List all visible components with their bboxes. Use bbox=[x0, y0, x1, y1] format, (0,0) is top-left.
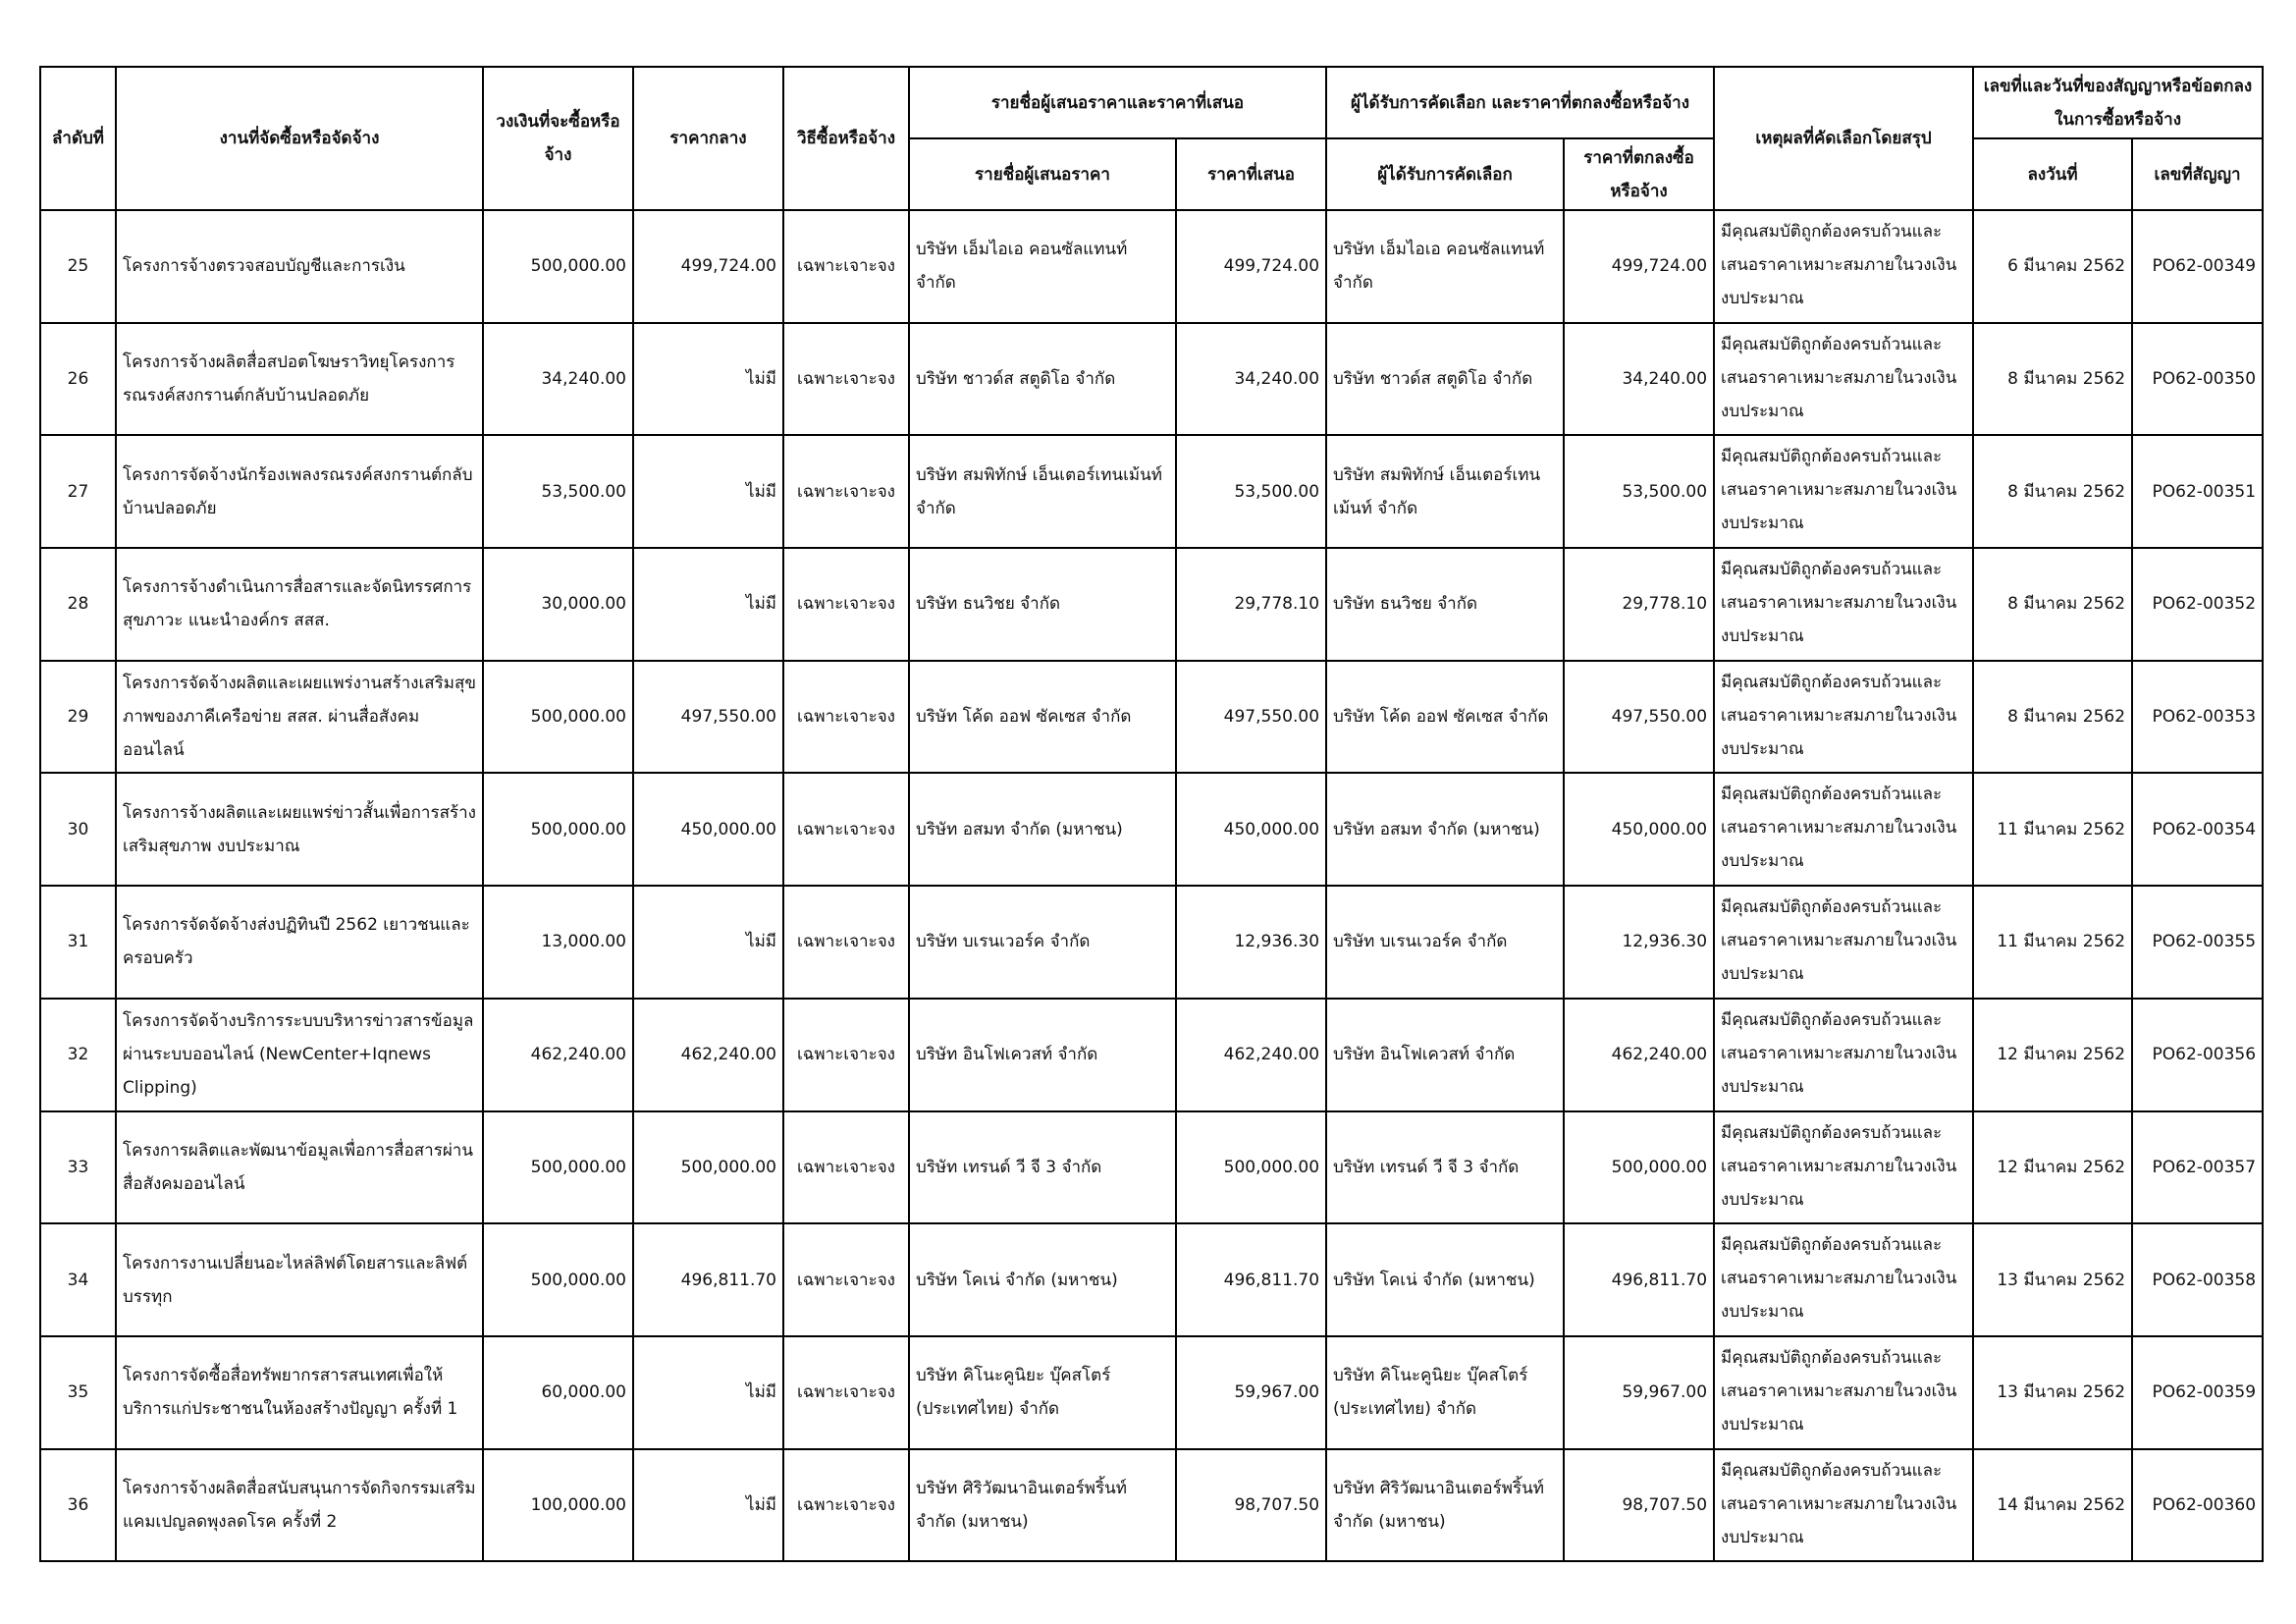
cell-budget: 34,240.00 bbox=[483, 323, 633, 436]
cell-selected-name: บริษัท ชาวด์ส สตูดิโอ จำกัด bbox=[1326, 323, 1564, 436]
cell-date: 12 มีนาคม 2562 bbox=[1973, 999, 2132, 1111]
cell-method: เฉพาะเจาะจง bbox=[783, 210, 909, 323]
cell-method: เฉพาะเจาะจง bbox=[783, 435, 909, 548]
cell-work: โครงการผลิตและพัฒนาข้อมูลเพื่อการสื่อสารผ่านสื่อสังคมออนไลน์ bbox=[116, 1111, 483, 1224]
cell-selected-name: บริษัท โค้ด ออฟ ซัคเซส จำกัด bbox=[1326, 661, 1564, 774]
header-reason: เหตุผลที่คัดเลือกโดยสรุป bbox=[1714, 67, 1973, 210]
cell-bid-price: 497,550.00 bbox=[1176, 661, 1326, 774]
cell-seq: 36 bbox=[40, 1449, 116, 1562]
cell-agreed-price: 499,724.00 bbox=[1564, 210, 1714, 323]
cell-seq: 33 bbox=[40, 1111, 116, 1224]
cell-work: โครงการจ้างดำเนินการสื่อสารและจัดนิทรรศการสุขภาวะ แนะนำองค์กร สสส. bbox=[116, 548, 483, 661]
cell-work: โครงการจ้างผลิตสื่อสปอตโฆษราวิทยุโครงการรณรงค์สงกรานต์กลับบ้านปลอดภัย bbox=[116, 323, 483, 436]
cell-method: เฉพาะเจาะจง bbox=[783, 661, 909, 774]
cell-seq: 26 bbox=[40, 323, 116, 436]
cell-method: เฉพาะเจาะจง bbox=[783, 323, 909, 436]
cell-reason: มีคุณสมบัติถูกต้องครบถ้วนและเสนอราคาเหมาะสมภายในวงเงินงบประมาณ bbox=[1714, 548, 1973, 661]
cell-bid-price: 53,500.00 bbox=[1176, 435, 1326, 548]
cell-method: เฉพาะเจาะจง bbox=[783, 1336, 909, 1449]
header-bidders-group: รายชื่อผู้เสนอราคาและราคาที่เสนอ bbox=[909, 67, 1326, 138]
cell-agreed-price: 462,240.00 bbox=[1564, 999, 1714, 1111]
cell-contract-no: PO62-00360 bbox=[2132, 1449, 2263, 1562]
cell-bidder-name: บริษัท เอ็มไอเอ คอนซัลแทนท์ จำกัด bbox=[909, 210, 1176, 323]
cell-bid-price: 59,967.00 bbox=[1176, 1336, 1326, 1449]
procurement-table bbox=[39, 66, 2264, 1562]
cell-bid-price: 496,811.70 bbox=[1176, 1223, 1326, 1336]
cell-seq: 35 bbox=[40, 1336, 116, 1449]
table-row bbox=[40, 773, 2263, 886]
cell-selected-name: บริษัท ธนวิชย จำกัด bbox=[1326, 548, 1564, 661]
cell-agreed-price: 497,550.00 bbox=[1564, 661, 1714, 774]
cell-contract-no: PO62-00358 bbox=[2132, 1223, 2263, 1336]
cell-median-price: 497,550.00 bbox=[633, 661, 783, 774]
cell-median-price: 500,000.00 bbox=[633, 1111, 783, 1224]
cell-agreed-price: 98,707.50 bbox=[1564, 1449, 1714, 1562]
cell-median-price: ไม่มี bbox=[633, 548, 783, 661]
table-row bbox=[40, 661, 2263, 774]
cell-median-price: ไม่มี bbox=[633, 1336, 783, 1449]
cell-contract-no: PO62-00351 bbox=[2132, 435, 2263, 548]
cell-budget: 100,000.00 bbox=[483, 1449, 633, 1562]
cell-bidder-name: บริษัท อสมท จำกัด (มหาชน) bbox=[909, 773, 1176, 886]
header-median-price: ราคากลาง bbox=[633, 67, 783, 210]
cell-reason: มีคุณสมบัติถูกต้องครบถ้วนและเสนอราคาเหมาะสมภายในวงเงินงบประมาณ bbox=[1714, 210, 1973, 323]
table-row bbox=[40, 435, 2263, 548]
cell-reason: มีคุณสมบัติถูกต้องครบถ้วนและเสนอราคาเหมาะสมภายในวงเงินงบประมาณ bbox=[1714, 999, 1973, 1111]
cell-bid-price: 34,240.00 bbox=[1176, 323, 1326, 436]
cell-date: 11 มีนาคม 2562 bbox=[1973, 886, 2132, 999]
cell-method: เฉพาะเจาะจง bbox=[783, 773, 909, 886]
table-row bbox=[40, 1223, 2263, 1336]
cell-agreed-price: 59,967.00 bbox=[1564, 1336, 1714, 1449]
cell-work: โครงการจ้างผลิตและเผยแพร่ข่าวสั้นเพื่อการสร้างเสริมสุขภาพ งบประมาณ bbox=[116, 773, 483, 886]
cell-reason: มีคุณสมบัติถูกต้องครบถ้วนและเสนอราคาเหมาะสมภายในวงเงินงบประมาณ bbox=[1714, 1223, 1973, 1336]
cell-date: 13 มีนาคม 2562 bbox=[1973, 1223, 2132, 1336]
cell-contract-no: PO62-00357 bbox=[2132, 1111, 2263, 1224]
cell-date: 8 มีนาคม 2562 bbox=[1973, 661, 2132, 774]
cell-selected-name: บริษัท คิโนะคูนิยะ บุ๊คสโตร์ (ประเทศไทย) จำกัด bbox=[1326, 1336, 1564, 1449]
cell-selected-name: บริษัท อินโฟเควสท์ จำกัด bbox=[1326, 999, 1564, 1111]
cell-contract-no: PO62-00353 bbox=[2132, 661, 2263, 774]
cell-work: โครงการจ้างผลิตสื่อสนับสนุนการจัดกิจกรรมเสริมแคมเปญลดพุงลดโรค ครั้งที่ 2 bbox=[116, 1449, 483, 1562]
cell-budget: 13,000.00 bbox=[483, 886, 633, 999]
cell-contract-no: PO62-00350 bbox=[2132, 323, 2263, 436]
cell-seq: 25 bbox=[40, 210, 116, 323]
cell-selected-name: บริษัท สมพิทักษ์ เอ็นเตอร์เทนเม้นท์ จำกัด bbox=[1326, 435, 1564, 548]
cell-work: โครงการจัดซื้อสื่อทรัพยากรสารสนเทศเพื่อให้บริการแก่ประชาชนในห้องสร้างปัญญา ครั้งที่ 1 bbox=[116, 1336, 483, 1449]
cell-median-price: ไม่มี bbox=[633, 435, 783, 548]
cell-contract-no: PO62-00352 bbox=[2132, 548, 2263, 661]
cell-budget: 500,000.00 bbox=[483, 773, 633, 886]
header-contract-group: เลขที่และวันที่ของสัญญาหรือข้อตกลงในการซื้อหรือจ้าง bbox=[1973, 67, 2263, 138]
cell-contract-no: PO62-00359 bbox=[2132, 1336, 2263, 1449]
cell-date: 8 มีนาคม 2562 bbox=[1973, 323, 2132, 436]
cell-agreed-price: 500,000.00 bbox=[1564, 1111, 1714, 1224]
cell-seq: 28 bbox=[40, 548, 116, 661]
cell-seq: 34 bbox=[40, 1223, 116, 1336]
cell-date: 11 มีนาคม 2562 bbox=[1973, 773, 2132, 886]
cell-date: 8 มีนาคม 2562 bbox=[1973, 435, 2132, 548]
header-selected-name: ผู้ได้รับการคัดเลือก bbox=[1326, 138, 1564, 210]
cell-bidder-name: บริษัท อินโฟเควสท์ จำกัด bbox=[909, 999, 1176, 1111]
cell-budget: 500,000.00 bbox=[483, 210, 633, 323]
table-row bbox=[40, 1449, 2263, 1562]
cell-bid-price: 29,778.10 bbox=[1176, 548, 1326, 661]
cell-agreed-price: 496,811.70 bbox=[1564, 1223, 1714, 1336]
header-selected-group: ผู้ได้รับการคัดเลือก และราคาที่ตกลงซื้อหรือจ้าง bbox=[1326, 67, 1714, 138]
cell-bid-price: 450,000.00 bbox=[1176, 773, 1326, 886]
header-method: วิธีซื้อหรือจ้าง bbox=[783, 67, 909, 210]
cell-work: โครงการจัดจ้างบริการระบบบริหารข่าวสารข้อมูลผ่านระบบออนไลน์ (NewCenter+Iqnews Clipping) bbox=[116, 999, 483, 1111]
header-agreed-price: ราคาที่ตกลงซื้อหรือจ้าง bbox=[1564, 138, 1714, 210]
cell-contract-no: PO62-00349 bbox=[2132, 210, 2263, 323]
cell-bidder-name: บริษัท เทรนด์ วี จี 3 จำกัด bbox=[909, 1111, 1176, 1224]
header-work: งานที่จัดซื้อหรือจัดจ้าง bbox=[116, 67, 483, 210]
cell-median-price: ไม่มี bbox=[633, 323, 783, 436]
cell-method: เฉพาะเจาะจง bbox=[783, 886, 909, 999]
cell-reason: มีคุณสมบัติถูกต้องครบถ้วนและเสนอราคาเหมาะสมภายในวงเงินงบประมาณ bbox=[1714, 1449, 1973, 1562]
table-row bbox=[40, 323, 2263, 436]
header-contract-no: เลขที่สัญญา bbox=[2132, 138, 2263, 210]
table-row bbox=[40, 886, 2263, 999]
cell-reason: มีคุณสมบัติถูกต้องครบถ้วนและเสนอราคาเหมาะสมภายในวงเงินงบประมาณ bbox=[1714, 1336, 1973, 1449]
cell-seq: 29 bbox=[40, 661, 116, 774]
cell-bidder-name: บริษัท บเรนเวอร์ค จำกัด bbox=[909, 886, 1176, 999]
cell-method: เฉพาะเจาะจง bbox=[783, 1223, 909, 1336]
cell-date: 12 มีนาคม 2562 bbox=[1973, 1111, 2132, 1224]
cell-bid-price: 12,936.30 bbox=[1176, 886, 1326, 999]
table-row bbox=[40, 210, 2263, 323]
header-date: ลงวันที่ bbox=[1973, 138, 2132, 210]
cell-budget: 60,000.00 bbox=[483, 1336, 633, 1449]
cell-reason: มีคุณสมบัติถูกต้องครบถ้วนและเสนอราคาเหมาะสมภายในวงเงินงบประมาณ bbox=[1714, 886, 1973, 999]
cell-agreed-price: 450,000.00 bbox=[1564, 773, 1714, 886]
cell-seq: 32 bbox=[40, 999, 116, 1111]
table-row bbox=[40, 548, 2263, 661]
cell-selected-name: บริษัท เอ็มไอเอ คอนซัลแทนท์ จำกัด bbox=[1326, 210, 1564, 323]
cell-method: เฉพาะเจาะจง bbox=[783, 548, 909, 661]
cell-median-price: 496,811.70 bbox=[633, 1223, 783, 1336]
header-budget: วงเงินที่จะซื้อหรือจ้าง bbox=[483, 67, 633, 210]
cell-bidder-name: บริษัท ชาวด์ส สตูดิโอ จำกัด bbox=[909, 323, 1176, 436]
cell-work: โครงการจัดจัดจ้างส่งปฏิทินปี 2562 เยาวชนและครอบครัว bbox=[116, 886, 483, 999]
cell-bidder-name: บริษัท สมพิทักษ์ เอ็นเตอร์เทนเม้นท์ จำกัด bbox=[909, 435, 1176, 548]
cell-date: 14 มีนาคม 2562 bbox=[1973, 1449, 2132, 1562]
cell-median-price: ไม่มี bbox=[633, 886, 783, 999]
cell-bid-price: 462,240.00 bbox=[1176, 999, 1326, 1111]
cell-method: เฉพาะเจาะจง bbox=[783, 1111, 909, 1224]
cell-date: 6 มีนาคม 2562 bbox=[1973, 210, 2132, 323]
cell-selected-name: บริษัท บเรนเวอร์ค จำกัด bbox=[1326, 886, 1564, 999]
header-seq: ลำดับที่ bbox=[40, 67, 116, 210]
table-row bbox=[40, 1111, 2263, 1224]
cell-reason: มีคุณสมบัติถูกต้องครบถ้วนและเสนอราคาเหมาะสมภายในวงเงินงบประมาณ bbox=[1714, 773, 1973, 886]
cell-agreed-price: 29,778.10 bbox=[1564, 548, 1714, 661]
cell-selected-name: บริษัท โคเน่ จำกัด (มหาชน) bbox=[1326, 1223, 1564, 1336]
cell-reason: มีคุณสมบัติถูกต้องครบถ้วนและเสนอราคาเหมาะสมภายในวงเงินงบประมาณ bbox=[1714, 435, 1973, 548]
cell-work: โครงการจัดจ้างผลิตและเผยแพร่งานสร้างเสริมสุขภาพของภาคีเครือข่าย สสส. ผ่านสื่อสังคมออนไลน์ bbox=[116, 661, 483, 774]
header-bidder-name: รายชื่อผู้เสนอราคา bbox=[909, 138, 1176, 210]
cell-budget: 53,500.00 bbox=[483, 435, 633, 548]
table-row bbox=[40, 999, 2263, 1111]
cell-bidder-name: บริษัท ธนวิชย จำกัด bbox=[909, 548, 1176, 661]
table-row bbox=[40, 1336, 2263, 1449]
cell-bidder-name: บริษัท โค้ด ออฟ ซัคเซส จำกัด bbox=[909, 661, 1176, 774]
cell-seq: 27 bbox=[40, 435, 116, 548]
cell-contract-no: PO62-00356 bbox=[2132, 999, 2263, 1111]
cell-median-price: 499,724.00 bbox=[633, 210, 783, 323]
cell-method: เฉพาะเจาะจง bbox=[783, 1449, 909, 1562]
cell-agreed-price: 53,500.00 bbox=[1564, 435, 1714, 548]
cell-date: 8 มีนาคม 2562 bbox=[1973, 548, 2132, 661]
cell-reason: มีคุณสมบัติถูกต้องครบถ้วนและเสนอราคาเหมาะสมภายในวงเงินงบประมาณ bbox=[1714, 1111, 1973, 1224]
header-bid-price: ราคาที่เสนอ bbox=[1176, 138, 1326, 210]
cell-seq: 31 bbox=[40, 886, 116, 999]
cell-median-price: ไม่มี bbox=[633, 1449, 783, 1562]
cell-reason: มีคุณสมบัติถูกต้องครบถ้วนและเสนอราคาเหมาะสมภายในวงเงินงบประมาณ bbox=[1714, 323, 1973, 436]
table-body bbox=[40, 210, 2263, 1561]
cell-selected-name: บริษัท ศิริวัฒนาอินเตอร์พริ้นท์ จำกัด (มหาชน) bbox=[1326, 1449, 1564, 1562]
cell-method: เฉพาะเจาะจง bbox=[783, 999, 909, 1111]
cell-bidder-name: บริษัท คิโนะคูนิยะ บุ๊คสโตร์ (ประเทศไทย) จำกัด bbox=[909, 1336, 1176, 1449]
cell-budget: 500,000.00 bbox=[483, 1111, 633, 1224]
cell-contract-no: PO62-00355 bbox=[2132, 886, 2263, 999]
cell-bidder-name: บริษัท ศิริวัฒนาอินเตอร์พริ้นท์ จำกัด (มหาชน) bbox=[909, 1449, 1176, 1562]
cell-median-price: 462,240.00 bbox=[633, 999, 783, 1111]
cell-seq: 30 bbox=[40, 773, 116, 886]
cell-date: 13 มีนาคม 2562 bbox=[1973, 1336, 2132, 1449]
cell-work: โครงการจัดจ้างนักร้องเพลงรณรงค์สงกรานต์กลับบ้านปลอดภัย bbox=[116, 435, 483, 548]
cell-work: โครงการจ้างตรวจสอบบัญชีและการเงิน bbox=[116, 210, 483, 323]
cell-contract-no: PO62-00354 bbox=[2132, 773, 2263, 886]
cell-reason: มีคุณสมบัติถูกต้องครบถ้วนและเสนอราคาเหมาะสมภายในวงเงินงบประมาณ bbox=[1714, 661, 1973, 774]
cell-work: โครงการงานเปลี่ยนอะไหล่ลิฟต์โดยสารและลิฟต์บรรทุก bbox=[116, 1223, 483, 1336]
cell-bidder-name: บริษัท โคเน่ จำกัด (มหาชน) bbox=[909, 1223, 1176, 1336]
cell-agreed-price: 34,240.00 bbox=[1564, 323, 1714, 436]
cell-median-price: 450,000.00 bbox=[633, 773, 783, 886]
cell-budget: 500,000.00 bbox=[483, 1223, 633, 1336]
cell-budget: 462,240.00 bbox=[483, 999, 633, 1111]
cell-selected-name: บริษัท เทรนด์ วี จี 3 จำกัด bbox=[1326, 1111, 1564, 1224]
cell-bid-price: 499,724.00 bbox=[1176, 210, 1326, 323]
cell-agreed-price: 12,936.30 bbox=[1564, 886, 1714, 999]
cell-budget: 500,000.00 bbox=[483, 661, 633, 774]
cell-bid-price: 98,707.50 bbox=[1176, 1449, 1326, 1562]
table-header bbox=[40, 67, 2263, 210]
cell-selected-name: บริษัท อสมท จำกัด (มหาชน) bbox=[1326, 773, 1564, 886]
cell-bid-price: 500,000.00 bbox=[1176, 1111, 1326, 1224]
cell-budget: 30,000.00 bbox=[483, 548, 633, 661]
